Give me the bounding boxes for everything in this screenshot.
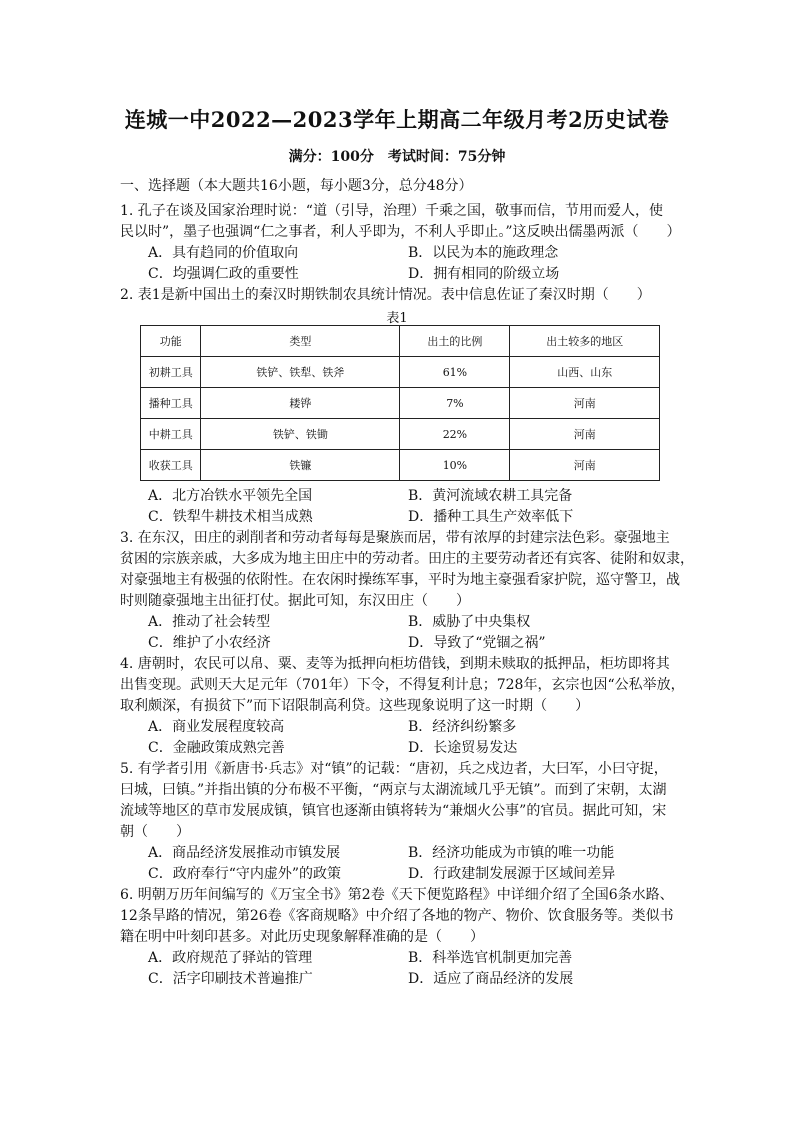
exam-title: 连城一中2022—2023学年上期高二年级月考2历史试卷 — [124, 107, 670, 132]
option-d[interactable]: D．适应了商品经济的发展 — [408, 971, 574, 987]
question-text-line: 出售变现。武则天大足元年（701年）下令，不得复利计息；728年，玄宗也因“公私举放， — [120, 677, 685, 693]
option-d[interactable]: D．播种工具生产效率低下 — [408, 509, 574, 525]
option-a[interactable]: A．政府规范了驿站的管理 — [148, 950, 313, 966]
table-header-cell: 出土较多的地区 — [510, 326, 660, 357]
exam-subtitle: 满分：100分 考试时间：75分钟 — [288, 149, 506, 165]
question-text-line: 12条旱路的情况，第26卷《客商规略》中介绍了各地的物产、物价、饮食服务等。类似书 — [120, 908, 674, 924]
table-cell: 河南 — [510, 419, 660, 450]
table-cell: 10% — [400, 450, 510, 481]
option-b[interactable]: B．以民为本的施政理念 — [408, 245, 559, 261]
option-b[interactable]: B．经济纠纷繁多 — [408, 719, 517, 735]
table-cell: 耧铧 — [201, 388, 400, 419]
option-c[interactable]: C．均强调仁政的重要性 — [148, 266, 299, 282]
option-b[interactable]: B．黄河流域农耕工具完备 — [408, 488, 573, 504]
question-text-line: 贫困的宗族亲戚，大多成为地主田庄中的劳动者。田庄的主要劳动者还有宾客、徒附和奴隶， — [120, 551, 694, 567]
table-cell: 河南 — [510, 450, 660, 481]
table-row — [141, 388, 660, 419]
table-cell: 中耕工具 — [141, 419, 201, 450]
question-text-line: 6. 明朝万历年间编写的《万宝全书》第2卷《天下便览路程》中详细介绍了全国6条水路、 — [120, 887, 674, 903]
option-d[interactable]: D．导致了“党锢之祸” — [408, 635, 546, 651]
question-text-line: 时则随豪强地主出征打仗。据此可知，东汉田庄（ ） — [120, 593, 470, 609]
table-cell: 初耕工具 — [141, 357, 201, 388]
option-a[interactable]: A．推动了社会转型 — [148, 614, 271, 630]
table-cell: 铁镰 — [201, 450, 400, 481]
option-d[interactable]: D．行政建制发展源于区域间差异 — [408, 866, 616, 882]
option-c[interactable]: C．政府奉行“守内虚外”的政策 — [148, 866, 342, 882]
table-cell: 22% — [400, 419, 510, 450]
section-heading: 一、选择题（本大题共16小题，每小题3分，总分48分） — [120, 178, 473, 194]
table-row — [141, 357, 660, 388]
table-cell: 山西、山东 — [510, 357, 660, 388]
question-text-line: 2. 表1是新中国出土的秦汉时期铁制农具统计情况。表中信息佐证了秦汉时期（ ） — [120, 287, 651, 303]
option-c[interactable]: C．金融政策成熟完善 — [148, 740, 285, 756]
option-c[interactable]: C．铁犁牛耕技术相当成熟 — [148, 509, 313, 525]
table-header-cell: 出土的比例 — [400, 326, 510, 357]
question-text-line: 籍在明中叶刻印甚多。对此历史现象解释准确的是（ ） — [120, 929, 484, 945]
option-b[interactable]: B．经济功能成为市镇的唯一功能 — [408, 845, 615, 861]
data-table — [140, 325, 660, 481]
table-cell: 7% — [400, 388, 510, 419]
table-cell: 铁铲、铁锄 — [201, 419, 400, 450]
option-d[interactable]: D．拥有相同的阶级立场 — [408, 266, 560, 282]
table-cell: 收获工具 — [141, 450, 201, 481]
table-row — [141, 450, 660, 481]
question-text-line: 取利颇深，有损贫下”而下诏限制高利贷。这些现象说明了这一时期（ ） — [120, 698, 590, 714]
table-cell: 播种工具 — [141, 388, 201, 419]
option-b[interactable]: B．科举选官机制更加完善 — [408, 950, 573, 966]
table-cell: 铁铲、铁犁、铁斧 — [201, 357, 400, 388]
question-text-line: 对豪强地主有极强的依附性。在农闲时操练军事，平时为地主豪强看家护院，巡守警卫，战 — [120, 572, 680, 588]
table-header-cell: 功能 — [141, 326, 201, 357]
option-d[interactable]: D．长途贸易发达 — [408, 740, 518, 756]
option-a[interactable]: A．北方冶铁水平领先全国 — [148, 488, 313, 504]
option-a[interactable]: A．商品经济发展推动市镇发展 — [148, 845, 341, 861]
option-b[interactable]: B．威胁了中央集权 — [408, 614, 531, 630]
option-c[interactable]: C．维护了小农经济 — [148, 635, 271, 651]
question-text-line: 曰城，曰镇。”并指出镇的分布极不平衡，“两京与太湖流域几乎无镇”。而到了宋朝，太湖 — [120, 782, 667, 798]
question-text-line: 1. 孔子在谈及国家治理时说：“道（引导，治理）千乘之国，敬事而信，节用而爱人，使 — [120, 203, 663, 219]
table-caption: 表1 — [386, 311, 408, 326]
option-c[interactable]: C．活字印刷技术普遍推广 — [148, 971, 313, 987]
question-text-line: 民以时”，墨子也强调“仁之事者，利人乎即为，不利人乎即止。”这反映出儒墨两派（ ） — [120, 224, 681, 240]
table-row — [141, 419, 660, 450]
option-a[interactable]: A．商业发展程度较高 — [148, 719, 285, 735]
question-text-line: 流域等地区的草市发展成镇，镇官也逐渐由镇将转为“兼烟火公事”的官员。据此可知，宋 — [120, 803, 667, 819]
table-cell: 河南 — [510, 388, 660, 419]
question-text-line: 5. 有学者引用《新唐书·兵志》对“镇”的记载：“唐初，兵之戍边者，大曰军，小曰守捉， — [120, 761, 668, 777]
option-a[interactable]: A．具有趋同的价值取向 — [148, 245, 299, 261]
table-cell: 61% — [400, 357, 510, 388]
question-text-line: 4. 唐朝时，农民可以帛、粟、麦等为抵押向柜坊借钱，到期未赎取的抵押品，柜坊即将其 — [120, 656, 670, 672]
table-header-row — [141, 326, 660, 357]
question-text-line: 朝（ ） — [120, 824, 190, 840]
question-text-line: 3. 在东汉，田庄的剥削者和劳动者每每是聚族而居，带有浓厚的封建宗法色彩。豪强地主 — [120, 530, 670, 546]
table-header-cell: 类型 — [201, 326, 400, 357]
